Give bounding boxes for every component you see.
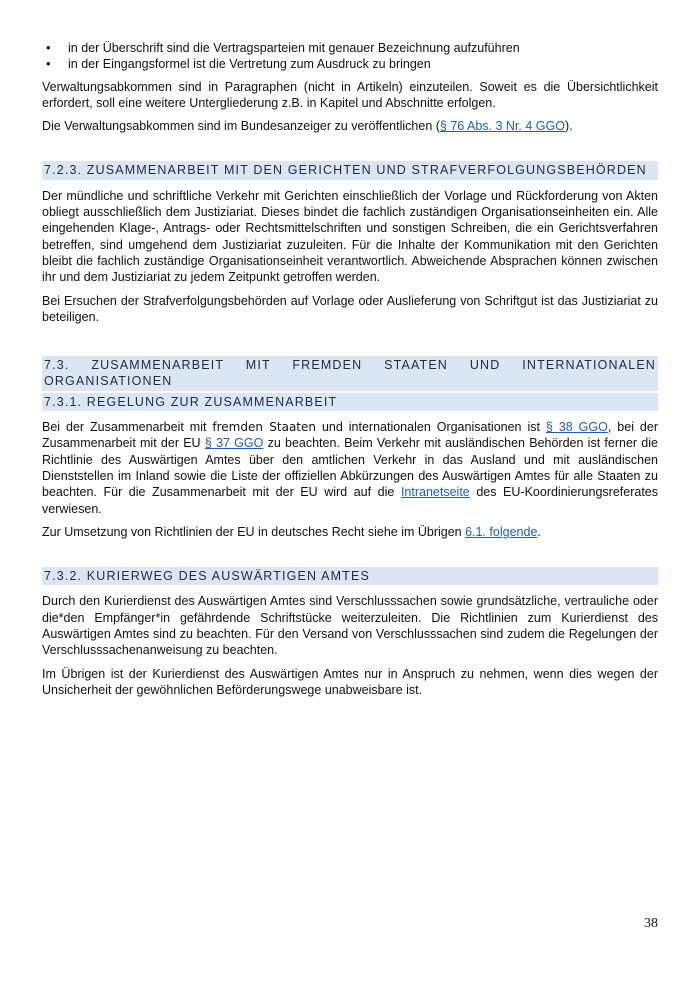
link-6-1-folgende[interactable]: 6.1. folgende — [465, 524, 538, 539]
text-segment: fremden Staaten — [212, 420, 316, 435]
paragraph-verwaltungsabkommen: Verwaltungsabkommen sind in Paragraphen (nicht in Artikeln) einzuteilen. Soweit es die Übersichtlichkeit erfordert, soll eine weitere Untergliederung z.B. in Kapitel und Abschnitte erfolgen. — [42, 79, 658, 110]
text-segment: zu beachten. Beim Verkehr mit ausländischen Behörden ist ferner die Richtlinie des Auswärtigen Amtes über den amtlichen Verkehr in das Ausland und mit ausländischen Dienststellen im Inland sowie die Liste der offiziellen Abkürzungen des Auswärtigen Amtes für alle Staaten zu beachten. Für die Zusammenarbeit mit der EU wird auf die — [42, 436, 658, 500]
link-ggo-38[interactable]: § 38 GGO — [545, 420, 608, 435]
text-segment: Bei der Zusammenarbeit mit — [42, 420, 213, 435]
heading-7-3-2: 7.3.2. KURIERWEG DES AUSWÄRTIGEN AMTES — [42, 567, 658, 585]
paragraph-strafverfolgung: Bei Ersuchen der Strafverfolgungsbehörden auf Vorlage oder Auslieferung von Schriftgut ist das Justiziariat zu beteiligen. — [42, 293, 658, 324]
paragraph-kurierdienst: Durch den Kurierdienst des Auswärtigen Amtes sind Verschlusssachen sowie grundsätzliche, vertrauliche oder die*den Empfänger*in gefährdende Schriftstücke weiterzuleiten. Die Richtlinien zum Kurierdienst des Auswärtigen Amtes sind zu beachten. Für den Versand von Verschlusssachen sind zudem die Regelungen der Verschlusssachenanweisung zu beachten. — [42, 594, 658, 658]
text-segment: Zur Umsetzung von Richtlinien der EU in deutsches Recht siehe im Übrigen — [42, 524, 466, 539]
text-segment: und internationalen Organisationen ist — [316, 420, 546, 435]
link-ggo-37[interactable]: § 37 GGO — [204, 436, 264, 451]
link-ggo-76[interactable]: § 76 Abs. 3 Nr. 4 GGO — [439, 119, 565, 134]
text-segment: ). — [564, 119, 573, 134]
list-item: • in der Eingangsformel ist die Vertretung zum Ausdruck zu bringen — [60, 56, 658, 72]
paragraph-gerichte: Der mündliche und schriftliche Verkehr mit Gerichten einschließlich der Vorlage und Rückforderung von Akten obliegt ausschließlich dem Justiziariat. Dieses bindet die fachlich zuständigen Organisationseinheiten ein. Alle eingehenden Klage-, Antrags- oder Rechtsmittelschriften und sonstigen Schreiben, die ein Gerichtsverfahren betreffen, sind umgehend dem Justiziariat zuzuleiten. Für die Inhalte der Kommunikation mit den Gerichten bleibt die fachlich zuständige Organisationseinheit verantwortlich. Abweichende Absprachen können zwischen ihr und dem Justiziariat zu jedem Zeitpunkt getroffen werden. — [42, 188, 658, 285]
paragraph-kurierdienst-uebrigen: Im Übrigen ist der Kurierdienst des Auswärtigen Amtes nur in Anspruch zu nehmen, wenn dies wegen der Unsicherheit der gewöhnlichen Beförderungswege unabweisbare ist. — [42, 666, 658, 697]
heading-7-3: 7.3. ZUSAMMENARBEIT MIT FREMDEN STAATEN UND INTERNATIONALEN ORGANISATIONEN — [42, 356, 658, 391]
text-segment: , bei der Zusammenarbeit mit der EU — [42, 420, 658, 451]
text-segment: Die Verwaltungsabkommen sind im Bundesanzeiger zu veröffentlichen ( — [42, 119, 440, 134]
text-segment: . — [537, 524, 541, 539]
document-page — [42, 40, 658, 705]
heading-7-2-3: 7.2.3. ZUSAMMENARBEIT MIT DEN GERICHTEN UND STRAFVERFOLGUNGSBEHÖRDEN — [42, 161, 658, 179]
text-segment: des EU-Koordinierungsreferates verwiesen. — [42, 485, 658, 516]
paragraph-bundesanzeiger — [42, 118, 658, 134]
link-intranetseite[interactable]: Intranetseite — [400, 485, 470, 500]
heading-7-3-1: 7.3.1. REGELUNG ZUR ZUSAMMENARBEIT — [42, 393, 658, 411]
paragraph-zusammenarbeit — [42, 419, 658, 517]
page-number: 38 — [644, 916, 658, 931]
bullet-list — [42, 40, 658, 73]
paragraph-umsetzung — [42, 524, 658, 540]
list-item: • in der Überschrift sind die Vertragsparteien mit genauer Bezeichnung aufzuführen — [60, 40, 658, 56]
